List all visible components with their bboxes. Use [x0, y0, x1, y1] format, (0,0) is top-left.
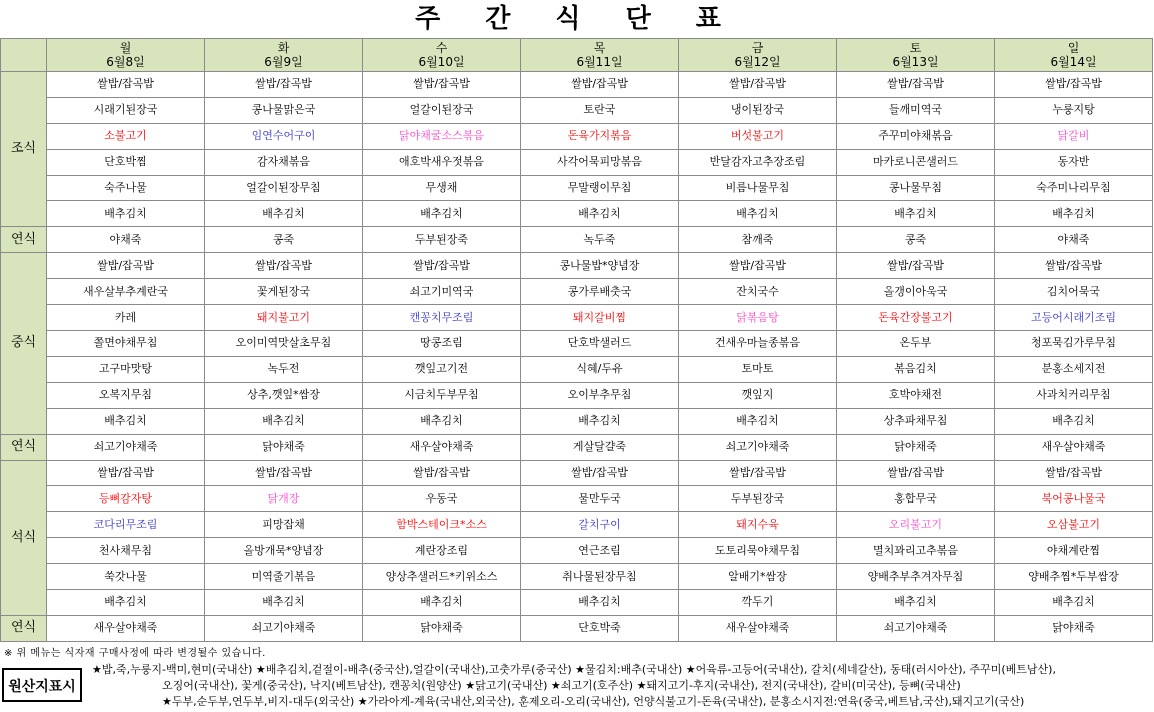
menu-item: 쌀밥/잡곡밥: [521, 72, 679, 98]
menu-item: 콩나물맑은국: [205, 97, 363, 123]
menu-item: 상추파채무침: [837, 408, 995, 434]
day-date: 6월10일: [418, 55, 465, 69]
menu-item: 식혜/두유: [521, 356, 679, 382]
menu-item: 돈육가지볶음: [521, 123, 679, 149]
snack-item: 쇠고기야채죽: [205, 615, 363, 641]
menu-item: 올방개묵*양념장: [205, 538, 363, 564]
menu-item: 코다리무조림: [47, 512, 205, 538]
meal-label: 중식: [1, 253, 47, 434]
snack-item: 새우살야채죽: [363, 434, 521, 460]
menu-row: [1, 97, 1153, 123]
menu-item: 동자반: [995, 149, 1153, 175]
origin-line: ★밥,죽,누룽지-백미,현미(국내산) ★배추김치,겉절이-배추(중국산),얼갈이(국내산),고춧가루(중국산) ★물김치:배추(국내산) ★어육류-고등어(국내산), 갈치(세네갈산), 동태(러시아산), 주꾸미(베트남산),: [92, 663, 1056, 676]
menu-item: 쌀밥/잡곡밥: [521, 460, 679, 486]
menu-item: 쌀밥/잡곡밥: [363, 72, 521, 98]
menu-item: 청포묵김가루무침: [995, 331, 1153, 357]
menu-item: 쌀밥/잡곡밥: [679, 72, 837, 98]
menu-row: [1, 123, 1153, 149]
menu-item: 땅콩조림: [363, 331, 521, 357]
menu-item: 토란국: [521, 97, 679, 123]
menu-item: 소불고기: [47, 123, 205, 149]
day-name: 수: [435, 41, 448, 55]
menu-item: 상추,깻잎*쌈장: [205, 382, 363, 408]
menu-item: 분홍소세지전: [995, 356, 1153, 382]
menu-item: 천사채무침: [47, 538, 205, 564]
menu-item: 사각어묵피망볶음: [521, 149, 679, 175]
snack-item: 단호박죽: [521, 615, 679, 641]
snack-item: 닭야채죽: [363, 615, 521, 641]
snack-label: 연식: [1, 227, 47, 253]
menu-item: 볶음김치: [837, 356, 995, 382]
menu-item: 콩나물무침: [837, 175, 995, 201]
menu-item: 야채계란찜: [995, 538, 1153, 564]
menu-item: 배추김치: [205, 201, 363, 227]
menu-item: 배추김치: [47, 201, 205, 227]
menu-item: 양상추샐러드*키위소스: [363, 564, 521, 590]
day-header: [995, 39, 1153, 72]
menu-item: 무말랭이무침: [521, 175, 679, 201]
snack-item: 게살달걀죽: [521, 434, 679, 460]
menu-item: 주꾸미야채볶음: [837, 123, 995, 149]
menu-item: 양배추찜*두부쌈장: [995, 564, 1153, 590]
menu-item: 쑥갓나물: [47, 564, 205, 590]
snack-item: 야채죽: [995, 227, 1153, 253]
day-name: 월: [119, 41, 132, 55]
menu-row: [1, 460, 1153, 486]
menu-item: 비름나물무침: [679, 175, 837, 201]
menu-item: 배추김치: [521, 408, 679, 434]
menu-item: 배추김치: [47, 590, 205, 616]
menu-item: 콩나물밥*양념장: [521, 253, 679, 279]
menu-item: 돈육간장불고기: [837, 305, 995, 331]
menu-item: 누룽지탕: [995, 97, 1153, 123]
menu-item: 돼지수육: [679, 512, 837, 538]
menu-item: 캔꽁치무조림: [363, 305, 521, 331]
menu-item: 쌀밥/잡곡밥: [995, 72, 1153, 98]
origin-info: [92, 662, 1152, 710]
menu-item: 배추김치: [363, 408, 521, 434]
menu-item: 돼지갈비찜: [521, 305, 679, 331]
menu-item: 건새우마늘종볶음: [679, 331, 837, 357]
origin-line: ★두부,순두부,연두부,비지-대두(외국산) ★가라아게-계육(국내산,외국산), 훈제오리-오리(국내산), 언양식불고기-돈육(국내산), 분홍소시지전:연육(중국,베트남,국산),돼지고기(국산): [162, 695, 1025, 708]
menu-item: 쌀밥/잡곡밥: [47, 72, 205, 98]
snack-label: 연식: [1, 615, 47, 641]
menu-item: 돼지불고기: [205, 305, 363, 331]
menu-item: 숙주나물: [47, 175, 205, 201]
menu-item: 계란장조림: [363, 538, 521, 564]
snack-item: 쇠고기야채죽: [47, 434, 205, 460]
menu-item: 쌀밥/잡곡밥: [205, 460, 363, 486]
day-date: 6월9일: [264, 55, 303, 69]
menu-item: 우동국: [363, 486, 521, 512]
menu-item: 숙주미나리무침: [995, 175, 1153, 201]
menu-item: 배추김치: [521, 201, 679, 227]
menu-row: [1, 382, 1153, 408]
menu-item: 알배기*쌈장: [679, 564, 837, 590]
day-name: 일: [1067, 41, 1080, 55]
menu-item: 마카로니콘샐러드: [837, 149, 995, 175]
menu-item: 임연수어구이: [205, 123, 363, 149]
menu-item: 배추김치: [47, 408, 205, 434]
snack-item: 참깨죽: [679, 227, 837, 253]
menu-item: 콩가루배춧국: [521, 279, 679, 305]
menu-item: 함박스테이크*소스: [363, 512, 521, 538]
menu-item: 쌀밥/잡곡밥: [837, 253, 995, 279]
menu-item: 온두부: [837, 331, 995, 357]
menu-row: [1, 538, 1153, 564]
menu-item: 멸치꽈리고추볶음: [837, 538, 995, 564]
menu-item: 연근조림: [521, 538, 679, 564]
menu-item: 감자채볶음: [205, 149, 363, 175]
menu-item: 올갱이아욱국: [837, 279, 995, 305]
menu-item: 배추김치: [205, 408, 363, 434]
menu-item: 취나물된장무침: [521, 564, 679, 590]
menu-item: 오이부추무침: [521, 382, 679, 408]
menu-item: 토마토: [679, 356, 837, 382]
day-header: [521, 39, 679, 72]
day-header: [679, 39, 837, 72]
menu-item: 쌀밥/잡곡밥: [679, 253, 837, 279]
day-date: 6월14일: [1050, 55, 1097, 69]
menu-item: 피망잡채: [205, 512, 363, 538]
menu-item: 오리불고기: [837, 512, 995, 538]
menu-row: [1, 590, 1153, 616]
snack-item: 새우살야채죽: [995, 434, 1153, 460]
menu-item: 고등어시래기조림: [995, 305, 1153, 331]
menu-item: 녹두전: [205, 356, 363, 382]
menu-item: 쌀밥/잡곡밥: [363, 460, 521, 486]
menu-item: 쌀밥/잡곡밥: [679, 460, 837, 486]
menu-item: 배추김치: [679, 408, 837, 434]
origin-line: 오징어(국내산), 꽃게(중국산), 낙지(베트남산), 캔꽁치(원양산) ★닭고기(국내산) ★쇠고기(호주산) ★돼지고기-후지(국내산), 전지(국내산), 갈비(미국산), 등뼈(국내산): [162, 679, 961, 692]
menu-row: [1, 279, 1153, 305]
day-date: 6월11일: [576, 55, 623, 69]
menu-item: 오복지무침: [47, 382, 205, 408]
menu-item: 양배추부추겨자무침: [837, 564, 995, 590]
menu-item: 쌀밥/잡곡밥: [47, 460, 205, 486]
menu-item: 잔치국수: [679, 279, 837, 305]
menu-item: 쫄면야채무침: [47, 331, 205, 357]
menu-item: 닭갈비: [995, 123, 1153, 149]
menu-row: [1, 201, 1153, 227]
menu-item: 미역줄기볶음: [205, 564, 363, 590]
menu-item: 깻잎지: [679, 382, 837, 408]
menu-item: 꽃게된장국: [205, 279, 363, 305]
snack-item: 야채죽: [47, 227, 205, 253]
meal-label: 석식: [1, 460, 47, 615]
menu-item: 들깨미역국: [837, 97, 995, 123]
day-name: 화: [277, 41, 290, 55]
snack-item: 닭야채죽: [205, 434, 363, 460]
menu-item: 배추김치: [679, 201, 837, 227]
menu-item: 도토리묵야채무침: [679, 538, 837, 564]
snack-item: 콩죽: [205, 227, 363, 253]
day-header: [363, 39, 521, 72]
menu-row: [1, 486, 1153, 512]
menu-item: 쌀밥/잡곡밥: [363, 253, 521, 279]
snack-label: 연식: [1, 434, 47, 460]
menu-item: 갈치구이: [521, 512, 679, 538]
menu-item: 쌀밥/잡곡밥: [47, 253, 205, 279]
snack-item: 새우살야채죽: [47, 615, 205, 641]
snack-item: 두부된장죽: [363, 227, 521, 253]
snack-item: 새우살야채죽: [679, 615, 837, 641]
menu-item: 단호박샐러드: [521, 331, 679, 357]
day-name: 금: [751, 41, 764, 55]
menu-item: 단호박찜: [47, 149, 205, 175]
menu-item: 배추김치: [995, 201, 1153, 227]
menu-item: 쌀밥/잡곡밥: [837, 460, 995, 486]
day-header: [837, 39, 995, 72]
menu-item: 배추김치: [837, 590, 995, 616]
menu-item: 등뼈감자탕: [47, 486, 205, 512]
menu-item: 두부된장국: [679, 486, 837, 512]
menu-row: [1, 175, 1153, 201]
day-date: 6월8일: [106, 55, 145, 69]
snack-item: 닭야채죽: [837, 434, 995, 460]
menu-row: [1, 305, 1153, 331]
menu-item: 반달감자고추장조림: [679, 149, 837, 175]
menu-item: 오삼불고기: [995, 512, 1153, 538]
menu-row: [1, 331, 1153, 357]
menu-item: 닭개장: [205, 486, 363, 512]
snack-item: 녹두죽: [521, 227, 679, 253]
menu-row: [1, 564, 1153, 590]
menu-item: 김치어묵국: [995, 279, 1153, 305]
menu-row: [1, 149, 1153, 175]
menu-row: [1, 408, 1153, 434]
menu-item: 깍두기: [679, 590, 837, 616]
snack-item: 콩죽: [837, 227, 995, 253]
day-name: 목: [593, 41, 606, 55]
day-header: [47, 39, 205, 72]
snack-item: 쇠고기야채죽: [837, 615, 995, 641]
menu-item: 새우살부추계란국: [47, 279, 205, 305]
menu-item: 배추김치: [995, 408, 1153, 434]
menu-row: [1, 72, 1153, 98]
origin-label: 원산지표시: [2, 668, 82, 702]
menu-item: 얼갈이된장국: [363, 97, 521, 123]
menu-item: 시래기된장국: [47, 97, 205, 123]
menu-item: 배추김치: [995, 590, 1153, 616]
menu-row: [1, 253, 1153, 279]
menu-item: 사과치커리무침: [995, 382, 1153, 408]
day-name: 토: [909, 41, 922, 55]
menu-item: 무생채: [363, 175, 521, 201]
corner-cell: [1, 39, 47, 72]
menu-item: 물만두국: [521, 486, 679, 512]
change-notice: ※ 위 메뉴는 식자재 구매사정에 따라 변경될수 있습니다.: [4, 648, 266, 659]
day-date: 6월12일: [734, 55, 781, 69]
menu-item: 닭볶음탕: [679, 305, 837, 331]
menu-item: 쌀밥/잡곡밥: [205, 253, 363, 279]
menu-item: 배추김치: [363, 590, 521, 616]
snack-item: 쇠고기야채죽: [679, 434, 837, 460]
menu-item: 쌀밥/잡곡밥: [995, 253, 1153, 279]
menu-item: 배추김치: [521, 590, 679, 616]
menu-table: [0, 38, 1153, 642]
menu-item: 냉이된장국: [679, 97, 837, 123]
menu-item: 쌀밥/잡곡밥: [205, 72, 363, 98]
menu-item: 홍합무국: [837, 486, 995, 512]
menu-item: 카레: [47, 305, 205, 331]
snack-item: 닭야채죽: [995, 615, 1153, 641]
meal-label: 조식: [1, 72, 47, 227]
menu-item: 쌀밥/잡곡밥: [995, 460, 1153, 486]
menu-item: 배추김치: [837, 201, 995, 227]
menu-item: 호박야채전: [837, 382, 995, 408]
menu-item: 배추김치: [205, 590, 363, 616]
menu-item: 깻잎고기전: [363, 356, 521, 382]
menu-item: 애호박새우젓볶음: [363, 149, 521, 175]
menu-item: 배추김치: [363, 201, 521, 227]
menu-item: 북어콩나물국: [995, 486, 1153, 512]
day-header: [205, 39, 363, 72]
page-title: 주 간 식 단 표: [415, 4, 739, 34]
menu-row: [1, 512, 1153, 538]
menu-item: 쌀밥/잡곡밥: [837, 72, 995, 98]
menu-item: 닭야채굴소스볶음: [363, 123, 521, 149]
menu-item: 버섯불고기: [679, 123, 837, 149]
menu-item: 오이미역맛살초무침: [205, 331, 363, 357]
day-date: 6월13일: [892, 55, 939, 69]
menu-item: 얼갈이된장무침: [205, 175, 363, 201]
menu-row: [1, 356, 1153, 382]
menu-item: 고구마맛탕: [47, 356, 205, 382]
menu-item: 시금치두부무침: [363, 382, 521, 408]
menu-item: 쇠고기미역국: [363, 279, 521, 305]
